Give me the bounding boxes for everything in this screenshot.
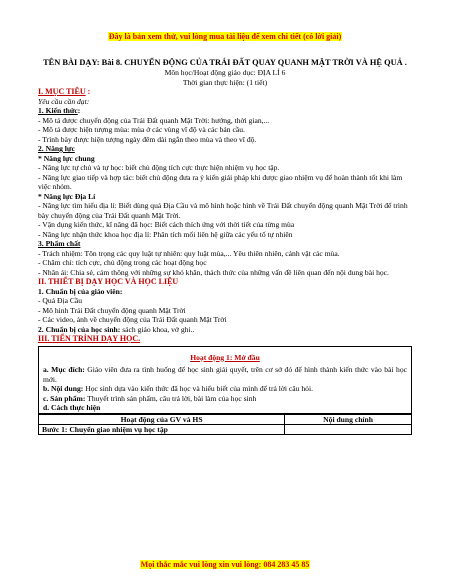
activity-title: Hoạt động 1: Mở đầu [190,352,260,362]
teacher-prep-heading: 1. Chuẩn bị của giáo viên: [38,286,123,296]
equipment-heading: II. THIẾT BỊ DẠY HỌC VÀ HỌC LIỆU [38,277,179,286]
knowledge-heading: 1. Kiến thức: [38,106,81,115]
activity-table [38,414,412,435]
table-row [39,424,412,434]
teacher-prep-item: - Quả Địa Cầu [38,296,83,305]
objectives-heading: I. MỤC TIÊU : [38,87,91,96]
method-line: d. Cách thực hiện [43,403,101,412]
duration-line: Thời gian thực hiện: (1 tiết) [182,77,268,87]
section-procedure [38,334,412,435]
competency-heading: 2. Năng lực [38,144,75,153]
requirements-intro: Yêu cầu cần đạt: [38,96,90,106]
table-header: Nội dung chính [285,414,412,424]
general-competency-heading: * Năng lực chung [38,153,95,163]
subject-line: Môn học/Hoạt động giáo dục: ĐỊA LÍ 6 [164,68,286,77]
geography-competency-item: - Năng lực nhận thức khoa học địa lí: Phân tích mối liên hệ giữa các yếu tố tự nhiên [38,229,293,239]
table-header: Hoạt động của GV và HS [39,414,285,424]
quality-item: - Trách nhiệm: Tôn trọng các quy luật tự nhiên: quy luật mùa,... Yêu thiên nhiên, cảnh vật các mùa. [38,248,340,258]
table-cell [285,424,412,434]
teacher-prep-item: - Mô hình Trái Đất chuyển động quanh Mặt Trời [38,305,186,315]
knowledge-item: - Mô tả được hiện tượng mùa: mùa ở các vùng vĩ độ và các bán cầu. [38,125,245,134]
general-competency-item: - Năng lực giao tiếp và hợp tác: biết chủ động đưa ra ý kiến giải pháp khi được giao nhiệm vụ để hoàn thành tốt khi làm việc nhóm. [38,172,403,191]
table-cell: Bước 1: Chuyển giao nhiệm vụ học tập [39,424,285,434]
quality-item: - Chăm chỉ: tích cực, chủ động trong các hoạt động học [38,258,207,267]
knowledge-item: - Trình bày được hiện tượng ngày đêm dài ngắn theo mùa và theo vĩ độ. [38,134,257,144]
content-line: b. Nội dung: Học sinh dựa vào kiến thức đã học và hiểu biết của mình để trả lời câu hỏi. [43,384,313,393]
knowledge-item: - Mô tả được chuyển động của Trái Đất quanh Mặt Trời: hướng, thời gian,... [38,115,270,125]
preview-notice: Đây là bản xem thử, vui lòng mua tài liệu để xem chi tiết (có lời giải) [108,32,342,41]
section-equipment [38,277,412,334]
geography-competency-heading: * Năng lực Địa Lí [38,191,96,201]
quality-heading: 3. Phẩm chất [38,239,81,248]
teacher-prep-item: - Các video, ảnh về chuyển động của Trái Đất quanh Mặt Trời [38,315,227,324]
activity-box [38,346,412,414]
section-objectives [38,87,412,277]
lesson-plan-document [38,55,412,435]
quality-item: - Nhân ái: Chia sẻ, cảm thông với những sự khó khăn, thách thức của những vấn đề liên quan đến nội dung bài học. [38,267,389,277]
lesson-title: TÊN BÀI DẠY: Bài 8. CHUYỂN ĐỘNG CỦA TRÁI ĐẤT QUAY QUANH MẶT TRỜI VÀ HỆ QUẢ . [43,58,407,67]
purpose-line: a. Mục đích: Giáo viên đưa ra tình huống để học sinh giải quyết, trên cơ sở đó để hình thành kiến thức vào bài học mới. [43,365,407,384]
procedure-heading: III. TIẾN TRÌNH DẠY HỌC. [38,334,141,343]
student-prep-line: 2. Chuẩn bị của học sinh: sách giáo khoa, vở ghi.. [38,324,195,334]
geography-competency-item: - Năng lực tìm hiểu địa lí: Biết dùng quả Địa Cầu và mô hình hoặc hình về Trái Đất chuyển động quanh Mặt Trời để trình bày chuyển động của Trái Đất quanh Mặt Trời. [38,201,408,220]
geography-competency-item: - Vận dụng kiến thức, kĩ năng đã học: Biết cách thích ứng với thời tiết của từng mùa [38,220,295,229]
contact-notice: Mọi thắc mắc vui lòng xin vui lòng: 084 283 45 85 [140,560,310,569]
general-competency-item: - Năng lực tự chủ và tự học: biết chủ động tích cực thực hiện nhiệm vụ học tập. [38,163,280,172]
product-line: c. Sản phẩm: Thuyết trình sản phẩm, câu trả lời, bài làm của học sinh [43,393,257,403]
